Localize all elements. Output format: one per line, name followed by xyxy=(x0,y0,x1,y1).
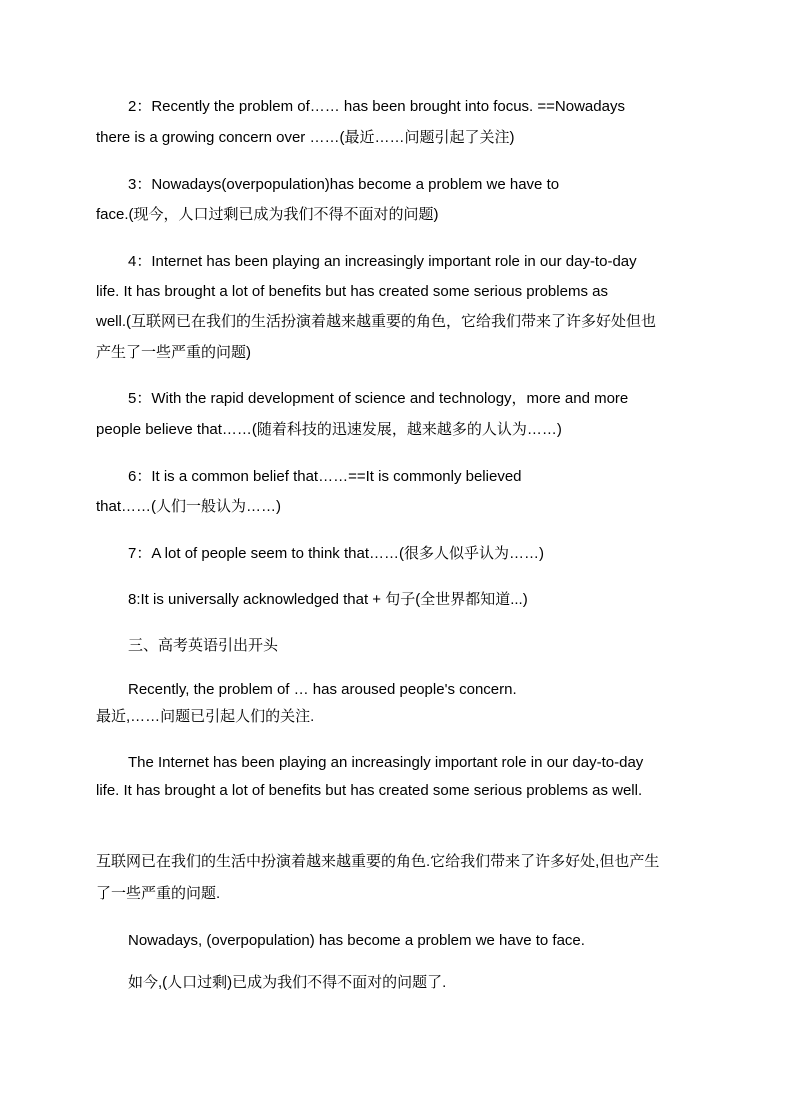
item-3-line-1: 3：Nowadays(overpopulation)has become a problem we have to xyxy=(128,176,560,193)
item-4-line-2: life. It has brought a lot of benefits but has created some serious problems as xyxy=(96,283,608,300)
section-para-2-zh-line-1: 互联网已在我们的生活中扮演着越来越重要的角色.它给我们带来了许多好处,但也产生 xyxy=(96,853,660,870)
item-4-line-3: well.(互联网已在我们的生活扮演着越来越重要的角色，它给我们带来了许多好处但也 xyxy=(96,313,657,330)
section-para-3-en: Nowadays, (overpopulation) has become a problem we have to face. xyxy=(128,932,585,949)
item-6-line-1: 6：It is a common belief that……==It is commonly believed xyxy=(128,468,522,485)
item-8-line-1: 8:It is universally acknowledged that + 句子(全世界都知道...) xyxy=(128,591,528,608)
item-5-line-1: 5：With the rapid development of science and technology，more and more xyxy=(128,390,629,407)
section-heading: 三、高考英语引出开头 xyxy=(128,636,279,654)
section-para-1-en: Recently, the problem of … has aroused people's concern. xyxy=(128,681,517,698)
item-4-line-1: 4：Internet has been playing an increasingly important role in our day-to-day xyxy=(128,253,637,270)
item-2-line-1: 2：Recently the problem of…… has been brought into focus. ==Nowadays xyxy=(128,98,625,115)
item-7-line-1: 7：A lot of people seem to think that……(很多人似乎认为……) xyxy=(128,545,544,562)
item-4-line-4: 产生了一些严重的问题) xyxy=(96,344,251,361)
section-para-2-en-line-1: The Internet has been playing an increasingly important role in our day-to-day xyxy=(128,754,644,771)
section-para-2-en-line-2: life. It has brought a lot of benefits but has created some serious problems as well. xyxy=(96,782,643,799)
item-5-line-2: people believe that……(随着科技的迅速发展，越来越多的人认为……) xyxy=(96,421,562,438)
section-para-3-zh: 如今,(人口过剩)已成为我们不得不面对的问题了. xyxy=(128,974,447,991)
item-2-line-2: there is a growing concern over ……(最近……问题引起了关注) xyxy=(96,129,515,146)
item-3-line-2: face.(现今，人口过剩已成为我们不得不面对的问题) xyxy=(96,206,439,223)
section-para-1-zh: 最近,……问题已引起人们的关注. xyxy=(96,708,315,725)
item-6-line-2: that……(人们一般认为……) xyxy=(96,498,282,515)
section-para-2-zh-line-2: 了一些严重的问题. xyxy=(96,885,221,902)
